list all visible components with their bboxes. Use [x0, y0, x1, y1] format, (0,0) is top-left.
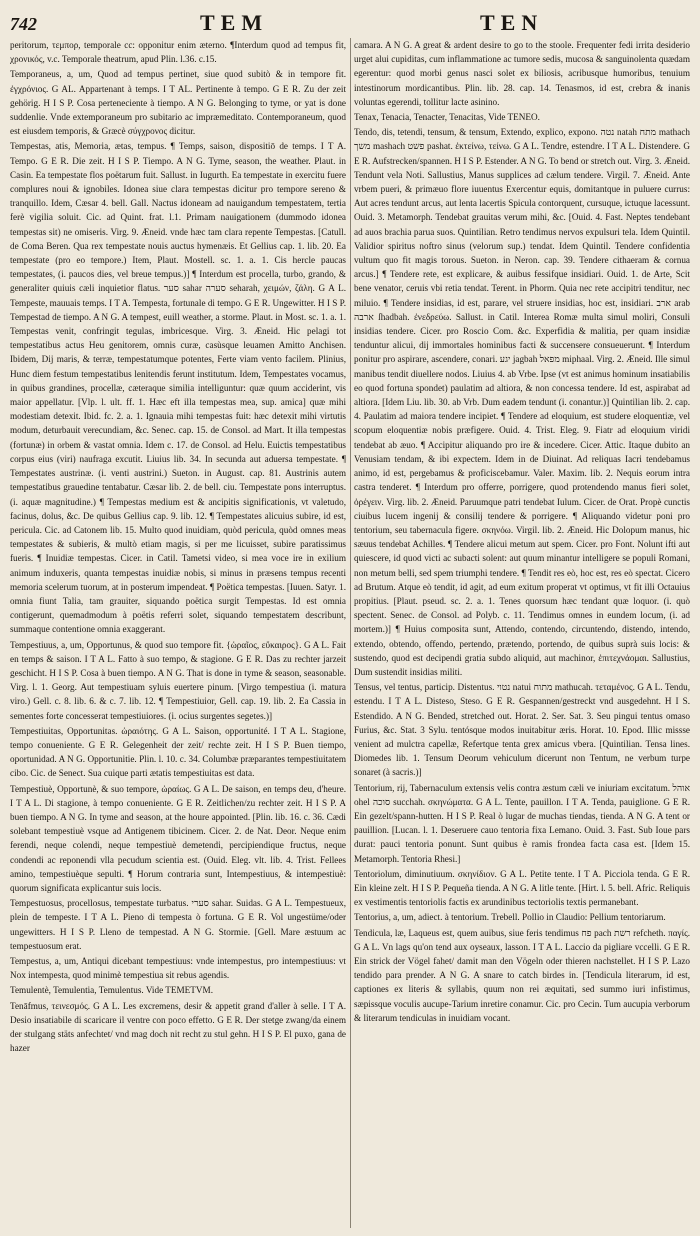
entry-paragraph: Tentorius, a, um, adiect. à tentorium. Trebell. Pollio in Claudio: Pellium tentoriarum. — [354, 912, 666, 923]
page-number: 742 — [10, 14, 37, 34]
entry-paragraph: Tensus, vel tentus, particip. Distentus. נטוי natui מתוח mathucah. τεταμένος. G A L. Tendu, estendu. I T A L. Disteso, Steso. G E R. Gespannen/gestreckt vnd ausgedehnt. H I S. Estendido. A N G. Bended, stretched out. Horat. 2. Ser. Sat. 3. Seu pingui tentus omaso Furius, &c. Stat. 3 Sylu. tentósque modos inuitabitur æris. Horat. 10. Epod. Illic missse venient ad mulctra capellæ, Refertque tenta grex amicus vbera. [Quintilian. Tensa lines. Diomedes lib. 1. Tensum Deorum vehiculum dicerunt non Tentum, ne verbum turpe sonaret (à sacris.)] — [354, 682, 690, 778]
page-header — [10, 8, 690, 38]
entry-paragraph: Tempestuosus, procellosus, tempestate turbatus. סערי sahar. Suidas. G A L. Tempestueux, plein de tempeste. I T A L. Pieno di tempesta ò fortuna. G E R. Vol ungestüme/oder ungewitters. H I S P. Lleno de tempestad. A N G. Stormie. [Gell. Mare æstuum ac tempestuosum erat. — [10, 898, 346, 951]
entry-paragraph: Tenāfmus, τεινεσμός. G A L. Les excremens, desir & appetit grand d'aller à selle. I T A. Desio insatiabile di scaricare il ventre con poco effetto. G E R. Der stetge zwang/da einem der stulgang stäts anfechtet/ vnd mag doch nit recht zu stul gehn. H I S P. El puxo, gana de hazer — [10, 1000, 346, 1054]
entry-paragraph: Tentorium, rij, Tabernaculum extensis velis contra æstum cæli ve iniuriam excitatum. אוהל ohel סוכה succhah. σκηνώματα. G A L. Tente, pauillon. I T A. Tenda, pauiglione. G E R. Ein gezelt/spann-hutten. H I S P. Real ò lugar de muchas tiendas, tienda. A N G. A tent or pauillion. [Lucan. l. 1. Deseruere cauo tentoria fixa Lemano. Ouid. 3. Fast. Sub Ioue pars durat: pauci tentoria ponunt. Sunt quibus è ramis frondea facta casa est. [Idem 15. Metamorph. Tentoria Rhesi.] — [354, 782, 690, 864]
entry-paragraph: Tempestiuitas, Opportunitas. ὡραιότης. G A L. Saison, opportunité. I T A L. Stagione, tempo conueniente. G E R. Gelegenheit der zeit/ rechte zeit. H I S P. Buen tiempo, oportunidad. A N G. Opportunitie. Plin. l. 10. c. 34. Columbæ præparantes tempestiuitatem cibo. Cic. de Senect. Sua cuique parti ætatis tempestiuitas est data. — [10, 725, 346, 779]
two-column-body — [10, 38, 690, 1228]
entry-paragraph: Tempestus, a, um, Antiqui dicebant tempestiuus: vnde intempestus, pro intempestiuus: vt Nox intempesta, quod minimè tempestiua sit rebus agendis. — [10, 956, 346, 981]
entry-paragraph: Tempestas, atis, Memoria, ætas, tempus. ¶ Temps, saison, dispositiō de temps. I T A. Tempo. G E R. Die zeit. H I S P. Tiempo. A N G. Tyme, season, the weather. Plaut. in Casin. Ea tempestate flos poëtarum fuit. Sallust. in Iugurth. Ea tempestate in exercitu fuere complures noui & ignobiles. Idonea siue clara tempestas dicitur pro tempore sereno & tranquillo. Idem, Cæsar 4. bell. Gall. Nactus idoneam ad nauigandum tempestatem, tertia ferè vigilia soluit. Cic. ad Quint. frat. l.1. Primam nauigationem (dummodo idonea tempestas sit) ne omiseris. Virg. 9. Æneid. vnde hæc tam clara repente Tempestas. [Catull. de Coma Beren. Qua rex tempestate nouis auctus hymenæis. Et Gellius cap. 1. lib. 20. Ea tempestate (pro eo tempore.) Item, Plaut. Mostell. sc. 1. a. 1. Cis hercle paucas tempestates, (i. paucos dies, vel breue tempus.)] ¶ Interdum est procella, turbo, grando, & generaliter quiuis cæli inquietior flatus. סער sahar סערה seharah, χειμών, ζάλη. G A L. Tempeste, mauuais temps. I T A. Tempesta, fortunale di tempo. G E R. Ungewitter. H I S P. Tempestad de tiempo. A N G. A tempest, euill weather, a storme. Plaut. in Most. sc. 1. a. 1. Tempestas venit, confringit tegulas, imbricesque. Virg. 3. Æneid. Hic pelagi tot tempestatibus actus Heu genitorem, omnis curæ, casùsque leuamen Amitto Anchisen. Ibidem, Dij maris, & terræ, tempestatumque potentes, Ferte viam vento facilem. Plinius, Hunc diem festum tempestatibus lenitendis ferunt institutum. Idem, Tempestates vocamus, in quibus grandines, procellæ, cæteraque similia intelliguntur: quæ quum acciderint, vis maior appellatur. [Vlp. l. ult. ff. 1. Hæc eft illa tempestas mea, sup. amica] quæ mihi modestiam detexit. Ibid. fc. 2. a. 1. Ignauia mihi tempestas fuit: hæc detexit mihi virtutis modum, deturbauit verecundiam, &c. Senec. cap. 15. de Consol. ad Mart. It illa tempestas (fortunæ) in orbem & vastat omnia. Idem c. 17. de Consol. ad Helu. Euictis tempestatibus corpus eius (viri) naufraga excutit. Liuius lib. 34. In secunda aut aduersa tempestate. ¶ Tempestates austrinæ. (i. venti austrini.) Sueton. in August. cap. 81. Austrinis autem tempestatibus grauedine tentabatur. Cæsar lib. 2. de bell. ciu. Tempestate pons interruptus. (i. aquæ magnitudine.) ¶ Tempestas medium est & ancipitis significationis, vt valetudo, facinus, dolus, &c. De quibus Gellius cap. 9. lib. 12. ¶ Tempestates alicuius subire, id est, pericula. Cic. ad Catonem lib. 15. Multo quod inuidiam, quòd pericula, quòd omnes meas tempestates & subieris, & multò etiam magis, si per me licuisset, subire paratissimus fueris. ¶ Inuidiæ tempestas. Cicer. in Catil. Tametsi video, si mea voce ire in exilium animum induxeris, quanta tempestas inuidiæ nobis, si minus in præsens tempus recenti memoria scelerum tuorum, at in posterum impendeat. ¶ Poëtica tempestas. [Iuuen. Satyr. 1. omnia fiunt Talia, tam grauiter, siquando poëtica surgit Tempestas. Id est omnia contigerunt, quemadmodum à poëtis referri solet, siquando tempestatem describunt, summaque contentione omnia exaggerant. — [10, 141, 346, 635]
entry-paragraph: Tempestiuè, Opportunè, & suo tempore, ὡραίως. G A L. De saison, en temps deu, d'heure. I T A L. Di stagione, à tempo conueniente. G E R. Zeitlichen/zu rechter zeit. H I S P. A buen tiempo. A N G. In tyme and season, at the houre appointed. [Plin. lib. 16. c. 36. Cædi solebant tempestiuè vsque ad Antigenem tibicinem. Cicer. 2. de Nat. Deor. Neque enim ferendi, neque colendi, neque tempestiuè demetendi, percipiendique fructus, neque condendi ac reponendi vlla pecudum scientia est. (Ouid. Eleg. vlt. lib. 4. Trist. Fellees amino, tempestiuèque sepulti. ¶ Horum contraria sunt, Intempestiuus, & intempestiuè: quorum significata explicantur suis locis. — [10, 783, 346, 893]
left-running-head: TEM — [200, 10, 269, 35]
entry-paragraph: Temporaneus, a, um, Quod ad tempus pertinet, siue quod subitò & in tempore fit. ἐγχρόνιος. G AL. Appartenant à temps. I T AL. Pertinente à tempo. G E R. Zu der zeit gehörig. H I S P. Cosa perteneciente à tiempo. A N G. Belonging to tyme, or yat is done suddenlie. Vnde extemporaneum pro subitario ac impræmeditato. Contemporaneum, quod est eiusdem temporis, & Græcè σύγχρονος dicitur. — [10, 69, 346, 137]
entry-paragraph: peritorum, τεμπορ, temporale cc: opponitur enim æterno. ¶Interdum quod ad tempus fit, χρονικός, v.c. Temporale theatrum, apud Plin. l.36. c.15. — [10, 40, 346, 65]
entry-paragraph: camara. A N G. A great & ardent desire to go to the stoole. Frequenter fedi irrita desiderio urget alui cupiditas, cum inflammatione ac tumore sedis, mucosa & sanguinolenta quædam egerentur: quod morbi genus nasci solet ex biliosis, acribusque humoribus, tenuium intestinorum mordicantibus. Plin. lib. 28. cap. 14. Tenasmos, id est, crebra & inanis voluntas egerendi, tollitur lacte asinino. — [354, 40, 690, 107]
entry-paragraph: Tendo, dis, tetendi, tensum, & tensum, Extendo, explico, expono. נטה natah מתח mathach משך mashach פשט pashat. ἐκτείνω, τείνω. G A L. Tendre, estendre. I T A L. Distendere. G E R. Aufstrecken/spannen. H I S P. Estender. A N G. To bend or stretch out. Virg. 3. Æneid. Tendunt vela Noti. Sallustius, Manus supplices ad cælum tendere. Virgil. 7. Æneid. Ante vrbem pueri, & primæuo flore iuuentus Exercentur equis, domitantque in puluere currus: Aut acres tendunt arcus, aut lenta lacertis Spicula contorquent, cursuque, ictuque lacessunt. Ouid. 3. Metamorph. Tendebat grauitas verum mihi, &c. [Ouid. 4. Fast. Neptes tendebant ad auos brachia parua suos. Quintilian. Retro tendimus nervos expulsuri tela. Idem Quintil. Validior spiritus noftro sinus (velorum sup.) tendat. Idem Quintil. Tendere confidentia vultum quo fit magis torous. Sueton. in Neron. cap. 39. Tendere cithaeram & cornua arcus.] ¶ Tendere rete, est explicare, & auibus fessifque insidiari. Ouid. 1. de Arte, Scit bene venator, ceruis vbi retia tendat. Terent. in Phorm. Quia nec rete accipitri tenditur, nec miluio. ¶ Tendere insidias, id est, parare, vel struere insidias, hoc est, insidiari. ארב arab ארבה ſhadbah. ἐνεδρεύω. Sallust. in Catil. Interea Romæ multa simul moliri, Consuli insidias tendere. Cicer. pro Roscio Com. &c. Experfidia & malitia, per quam insidiæ tenduntur alicui, dij immortales hominibus facti & succensere consueuerunt. ¶ Interdum ponitur pro aspirare, ascendere, conari. יגע jagbah מפאל miphaal. Virg. 2. Æneid. Ille simul manibus tendit diuellere nodos. Liuius 4. ab Vrbe. Ipse (vt est animus hominum insatiabilis eo quod fortuna spondet) paulatim ad altiora, & non concessa tendere. Id est, aspirabat ad altiora. [Idem Liu. lib. 30. ab Vrb. Dum eadem tendunt (i. conantur.)] Quintilian lib. 2. cap. 4. Paulatim ad maiora tendere incipiet. ¶ Tendere ad eloquium, est studere eloquentiæ, vel scopum eloquentiæ nobis præfigere. Ouid. 4. Trist. Eleg. 9. Fiatr ad eloquium viridi tendebat ab æuo. ¶ Accipitur aliquando pro ire & incedere. Cicer. Attic. Itaque dubito an Venusiam tendam, & ibi expectem. Idem in de Diuinat. Ad reliquas Iacri tendebamus animo, id est, pergebamus & proficiscebamur. Valer. Maxim. lib. 2. Nequis eorum intra castra tenderet. ¶ Interdum pro offerre, porrigere, quod protendendo manus fieri solet, ὀρέγειν. Virg. lib. 2. Æneid. Paruumque patri tendebat Iulum. Cicer. de Orat. Propè cunctis ciuibus lucem ingenij & consilij tendere & porrigere. ¶ Aliquando videtur poni pro tentorium, seu tabernacula figere. σκηνόω. Virgil. lib. 2. Æneid. Hic Dolopum manus, hic sæuus tendebat Achilles. ¶ Tendere alicui metum aut spem. Cicer. pro Font. Nolunt ifti aut quiescere, id quod victi ac subacti solent: aut quum minantur intelligere se populi Romani, non metum belli, sed spem triumphi tendere. ¶ Tendit res eò, hoc est, res eò spectat. Cicero ad Brutum. Atque eò tendit, id agit, ad eum exitum properat vt optimus, vt fit illi Octauius propitius. [Plaut. pseud. sc. 2. a. 1. Tenes quorsum hæc tendant quæ loquor. (i. quò spectent. Senec. de Consol. ad Polyb. c. 11. Tendimus omnes in eundem locum, (i. ad mortem.)] ¶ Huius composita sunt, Attendo, contendo, circuntendo, distendo, intendo, extendo, obtendo, offendo, pertendo, prætendo, portendo, de quibus suprà suis locis: & sustendo, quod est decipendi gratia subdo aliquid, aut machinor, ἐπιτεχνάομαι. Sallustius, Dum sustendit insidias militi. — [354, 127, 690, 677]
entry-paragraph: Tentoriolum, diminutiuum. σκηνίδιον. G A L. Petite tente. I T A. Picciola tenda. G E R. Ein kleine zelt. H I S P. Pequeña tienda. A N G. A litle tente. [Hirt. l. 5. bell. Afric. Reliquis ex vestimentis tentoriolis factis ex arundinibus tectoriolis textis permanebant. — [354, 868, 690, 908]
right-running-head: TEN — [480, 10, 544, 35]
entry-paragraph: Temulentè, Temulentia, Temulentus. Vide TEMETVM. — [10, 985, 214, 996]
right-column — [354, 38, 690, 1228]
left-column — [10, 38, 346, 1228]
column-divider — [350, 38, 351, 1228]
entry-paragraph: Tenax, Tenacia, Tenacter, Tenacitas, Vide TENEO. — [354, 112, 540, 123]
entry-paragraph: Tendicula, læ, Laqueus est, quem auibus, siue feris tendimus פח pach רשת refcheth. παγίς. G A L. Vn lags qu'on tend aux oyseaux, lasson. I T A L. Laccio da pigliare vccelli. G E R. Ein strick der Vögel fahet/ damit man den Vögeln oder thieren nachstellet. H I S P. Lazo tendido para prender. A N G. A snare to catch birdes in. [Tendicula literarum, id est, captiones ex literis & syllabis, quum non rei æquitati, sed summo iuri infistimus, sæpissque voculis aucupe-Tarium inretire conamur. Cic. pro Cecin. Tum aucupia verborum & literarum tendiculas in inuidiam vocant. — [354, 927, 690, 1023]
entry-paragraph: Tempestiuus, a, um, Opportunus, & quod suo tempore fit. {ὡραῖος, εὔκαιρος}. G A L. Fait en temps & saison. I T A L. Fatto à suo tempo, & stagione. G E R. Das zu rechter jarzeit geschicht. H I S P. Cosa à buen tiempo. A N G. That is done in tyme & season, seasonable. Virg. l. 1. Georg. Aut tempestiuam syluis euertere pinum. [Virgo tempestiua (i. matura viro.) Gell. c. 8. lib. 6. & c. 7. lib. 12. ¶ Tempestiuior, Gell. cap. 19. lib. 2. Ea Cassia in sementes forte concesserat tempestiuiores. (i. ocius surgentes segetes.)] — [10, 639, 346, 721]
